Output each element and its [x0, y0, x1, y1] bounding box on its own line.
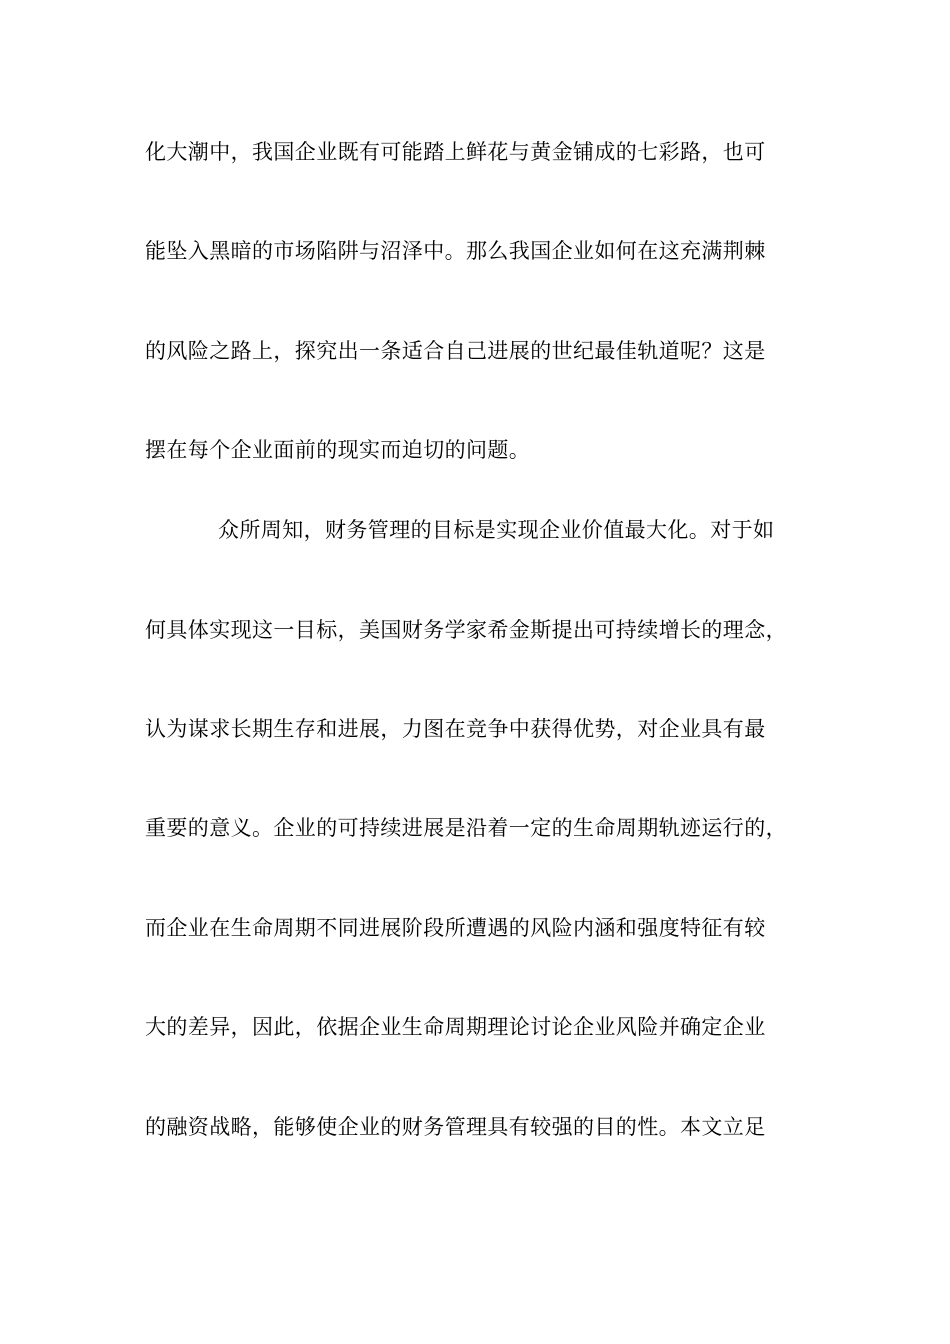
text-line: 化大潮中，我国企业既有可能踏上鲜花与黄金铺成的七彩路，也可 — [145, 140, 766, 164]
text-line: 摆在每个企业面前的现实而迫切的问题。 — [145, 438, 531, 462]
text-line: 大的差异，因此，依据企业生命周期理论讨论企业风险并确定企业 — [145, 1015, 766, 1039]
text-line: 而企业在生命周期不同进展阶段所遭遇的风险内涵和强度特征有较 — [145, 916, 766, 940]
text-line: 的风险之路上，探究出一条适合自己进展的世纪最佳轨道呢？这是 — [145, 339, 766, 363]
text-line: 的融资战略，能够使企业的财务管理具有较强的目的性。本文立足 — [145, 1115, 766, 1139]
text-line: 重要的意义。企业的可持续进展是沿着一定的生命周期轨迹运行的， — [145, 816, 787, 840]
paragraph-first-line: 众所周知，财务管理的目标是实现企业价值最大化。对于如 — [218, 518, 775, 542]
text-line: 认为谋求长期生存和进展，力图在竞争中获得优势，对企业具有最 — [145, 717, 766, 741]
text-line: 能坠入黑暗的市场陷阱与沼泽中。那么我国企业如何在这充满荆棘 — [145, 239, 766, 263]
text-line: 何具体实现这一目标，美国财务学家希金斯提出可持续增长的理念， — [145, 618, 787, 642]
